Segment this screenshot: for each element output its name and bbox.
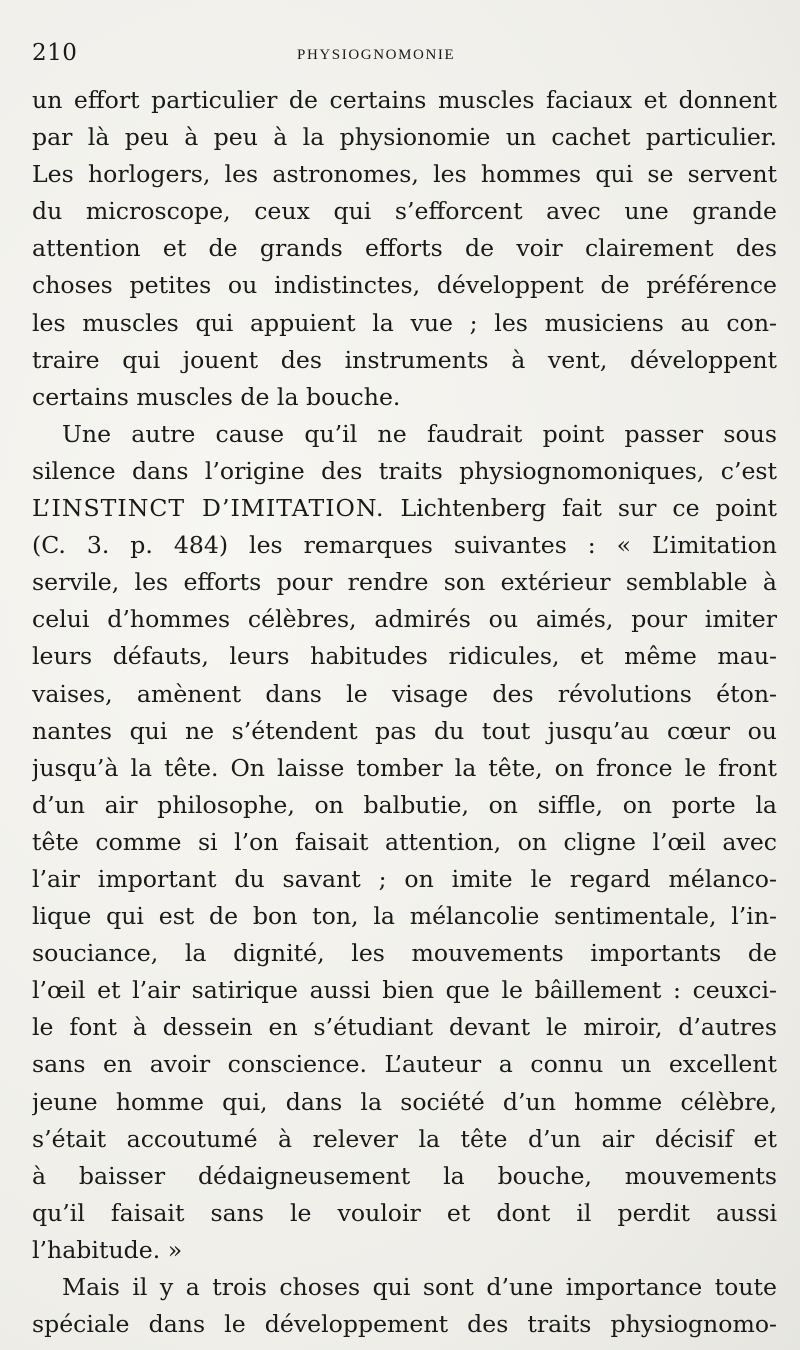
text-line: certains muscles de la bouche. [32, 382, 401, 411]
text-line: un effort particulier de certains muscles faciaux et donnent [32, 86, 777, 114]
text-line: du microscope, ceux qui s’efforcent avec une grande [32, 197, 777, 226]
text-line: l’œil et l’air satirique aussi bien que le bâillement : ceuxci- [32, 976, 777, 1005]
text-line: l’habitude. » [32, 1235, 183, 1264]
paragraph-start-line: Mais il y a trois choses qui sont d’une importance toute [62, 1273, 777, 1301]
text-line: lique qui est de bon ton, la mélancolie sentimentale, l’in- [32, 902, 777, 931]
text-line: sans en avoir conscience. L’auteur a connu un excellent [32, 1050, 777, 1079]
small-caps-line-rest: Lichtenberg fait sur ce point [384, 494, 777, 523]
small-caps-phrase: L’INSTINCT D’IMITATION. [32, 494, 385, 523]
text-line: d’un air philosophe, on balbutie, on siffle, on porte la [32, 790, 777, 819]
text-line: s’était accoutumé à relever la tête d’un air décisif et [32, 1124, 777, 1153]
text-line: Les horlogers, les astronomes, les hommes qui se servent [32, 160, 777, 189]
text-line-small-caps [32, 490, 777, 527]
text-line: silence dans l’origine des traits physiognomoniques, c’est [32, 456, 777, 485]
text-line: traire qui jouent des instruments à vent, développent [32, 345, 777, 374]
text-line: par là peu à peu à la physionomie un cachet particulier. [32, 123, 777, 152]
text-line: vaises, amènent dans le visage des révolutions éton- [32, 679, 777, 708]
text-line: jusqu’à la tête. On laisse tomber la tête, on fronce le front [32, 753, 777, 782]
text-line: (C. 3. p. 484) les remarques suivantes : « L’imitation [32, 531, 777, 560]
text-line: leurs défauts, leurs habitudes ridicules, et même mau- [32, 642, 777, 671]
text-line: spéciale dans le développement des traits physiognomo- [32, 1310, 777, 1339]
text-line: les muscles qui appuient la vue ; les musiciens au con- [32, 308, 777, 337]
text-line: qu’il faisait sans le vouloir et dont il perdit aussi [32, 1198, 777, 1227]
text-line: jeune homme qui, dans la société d’un homme célèbre, [32, 1087, 777, 1116]
page-number: 210 [32, 40, 78, 66]
text-line: tête comme si l’on faisait attention, on cligne l’œil avec [32, 827, 777, 856]
text-line: à baisser dédaigneusement la bouche, mouvements [32, 1161, 777, 1190]
text-line: celui d’hommes célèbres, admirés ou aimés, pour imiter [32, 605, 777, 634]
text-line: attention et de grands efforts de voir clairement des [32, 234, 777, 263]
text-line: souciance, la dignité, les mouvements importants de [32, 939, 777, 968]
paragraph-start-line: Une autre cause qu’il ne faudrait point passer sous [62, 419, 777, 448]
text-line: le font à dessein en s’étudiant devant le miroir, d’autres [32, 1013, 777, 1042]
text-line: servile, les efforts pour rendre son extérieur semblable à [32, 568, 777, 597]
page-header [32, 40, 772, 76]
body-text [32, 82, 777, 1343]
text-line: nantes qui ne s’étendent pas du tout jusqu’au cœur ou [32, 716, 777, 745]
running-head: PHYSIOGNOMONIE [297, 47, 456, 63]
text-line: l’air important du savant ; on imite le regard mélanco- [32, 864, 777, 893]
text-line: choses petites ou indistinctes, développent de préférence [32, 271, 777, 300]
